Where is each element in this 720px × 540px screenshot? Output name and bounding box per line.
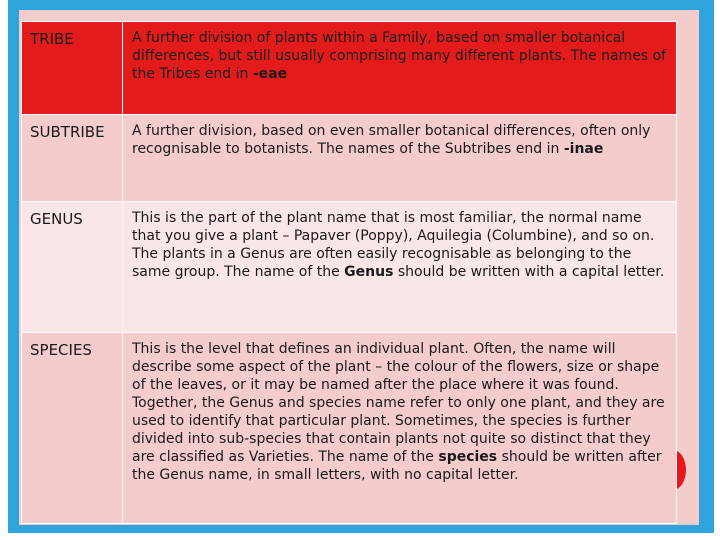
emphasis-text: -inae (563, 141, 604, 157)
term-cell: SUBTRIBE (22, 115, 123, 202)
table-row-genus (22, 202, 677, 333)
table-row-species (22, 333, 677, 524)
emphasis-text: -eae (252, 66, 288, 82)
emphasis-text: species (438, 449, 498, 465)
emphasis-text: Genus (344, 264, 394, 280)
description-cell: This is the level that defines an individual plant. Often, the name will describe some aspect of the plant – the colour of the flowers, size or shape of the leaves, or it may be named after the place where it was found. Together, the Genus and species name refer to only one plant, and they are used to identify that particular plant. Sometimes, the species is further divided into sub-species that contain plants not quite so distinct that they are classified as Varieties. The name of the species should be written after the Genus name, in small letters, with no capital letter. (123, 333, 677, 524)
taxonomy-table (21, 21, 677, 524)
description-cell: This is the part of the plant name that is most familiar, the normal name that you give a plant – Papaver (Poppy), Aquilegia (Columbine), and so on. The plants in a Genus are often easily recognisable as belonging to the same group. The name of the Genus should be written with a capital letter. (123, 202, 677, 333)
term-cell: GENUS (22, 202, 123, 333)
term-cell: SPECIES (22, 333, 123, 524)
table-row-subtribe (22, 115, 677, 202)
term-cell: TRIBE (22, 22, 123, 115)
description-cell: A further division of plants within a Family, based on smaller botanical differences, but still usually comprising many different plants. The names of the Tribes end in -eae (123, 22, 677, 115)
table-row-tribe (22, 22, 677, 115)
description-cell: A further division, based on even smaller botanical differences, often only recognisable to botanists. The names of the Subtribes end in -inae (123, 115, 677, 202)
